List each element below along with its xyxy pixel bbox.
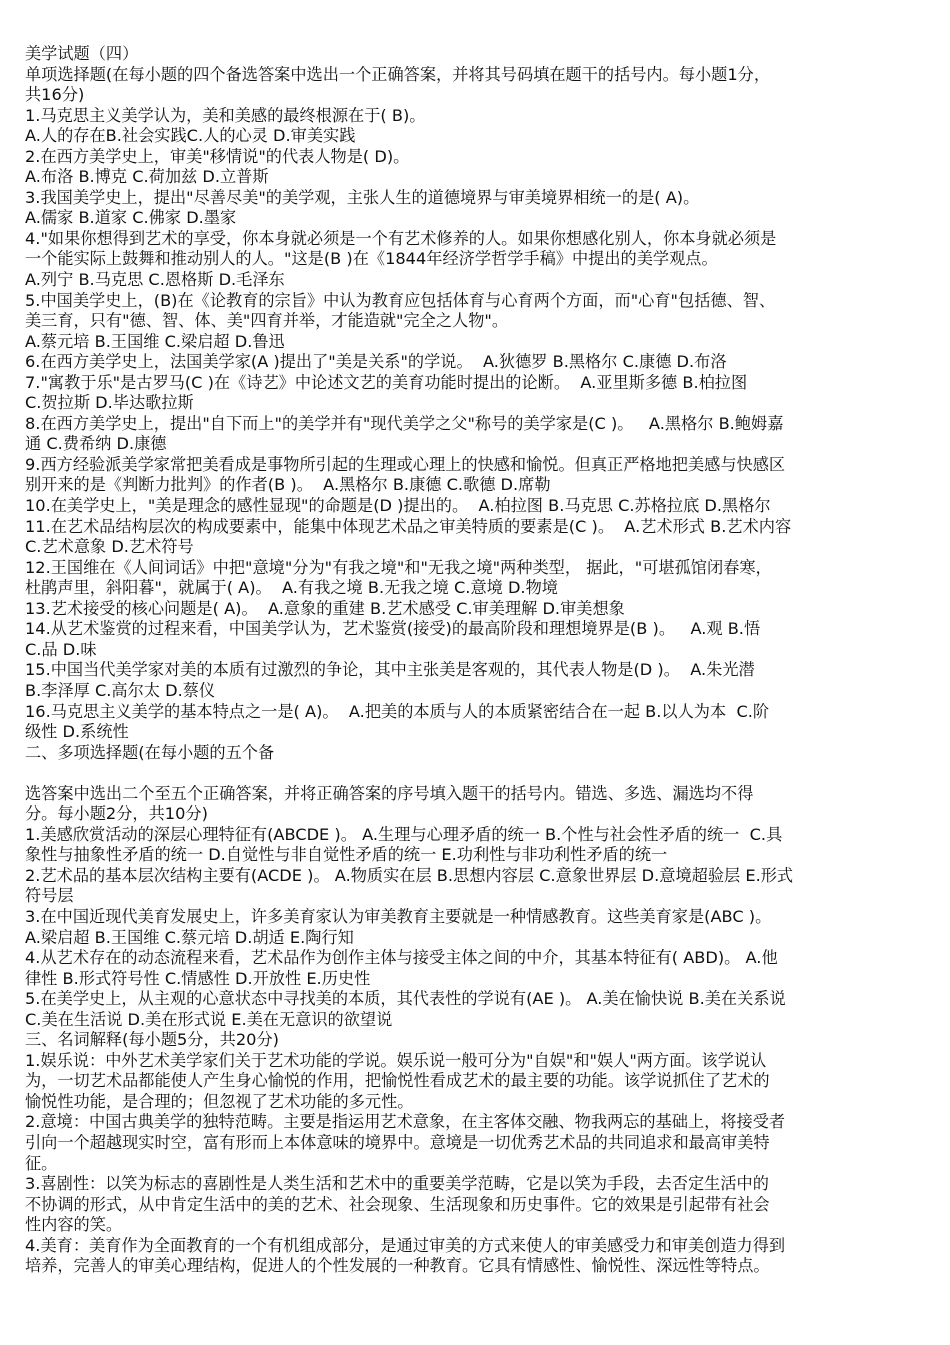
blank-line: [25, 763, 930, 784]
text-line: 杜鹃声里，斜阳暮"，就属于( A)。 A.有我之境 B.无我之境 C.意境 D.物境: [25, 578, 558, 598]
text-line: 10.在美学史上，"美是理念的感性显现"的命题是(D )提出的。 A.柏拉图 B.马克思 C.苏格拉底 D.黑格尔: [25, 496, 771, 516]
text-line: 7."寓教于乐"是古罗马(C )在《诗艺》中论述文艺的美育功能时提出的论断。 A.亚里斯多德 B.柏拉图: [25, 372, 748, 392]
text-line: B.李泽厚 C.高尔太 D.蔡仪: [25, 680, 216, 700]
text-line: 通 C.费希纳 D.康德: [25, 434, 167, 454]
text-line: 象性与抽象性矛盾的统一 D.自觉性与非自觉性矛盾的统一 E.功利性与非功利性矛盾的统一: [25, 845, 668, 865]
document-page: [25, 44, 930, 1277]
text-line: 律性 B.形式符号性 C.情感性 D.开放性 E.历史性: [25, 968, 371, 988]
text-line: C.贺拉斯 D.毕达歌拉斯: [25, 393, 194, 413]
text-line: A.列宁 B.马克思 C.恩格斯 D.毛泽东: [25, 270, 285, 290]
text-line: 为，一切艺术品都能使人产生身心愉悦的作用，把愉悦性看成艺术的最主要的功能。该学说抓住了艺术的: [25, 1071, 770, 1091]
section-3-heading: 三、名词解释(每小题5分，共20分): [25, 1030, 279, 1050]
text-line: C.品 D.味: [25, 639, 97, 659]
section-2-heading-cont: 分。每小题2分，共10分): [25, 804, 208, 824]
text-line: 4.从艺术存在的动态流程来看，艺术品作为创作主体与接受主体之间的中介，其基本特征有( ABD)。 A.他: [25, 948, 778, 968]
text-line: C.艺术意象 D.艺术符号: [25, 537, 194, 557]
text-line: 培养，完善人的审美心理结构，促进人的个性发展的一种教育。它具有情感性、愉悦性、深远性等特点。: [25, 1256, 770, 1276]
section-2-heading: 二、多项选择题(在每小题的五个备: [25, 742, 275, 762]
text-line: 8.在西方美学史上，提出"自下而上"的美学并有"现代美学之父"称号的美学家是(C )。 A.黑格尔 B.鲍姆嘉: [25, 413, 784, 433]
text-line: 引向一个超越现实时空，富有形而上本体意味的境界中。意境是一切优秀艺术品的共同追求和最高审美特: [25, 1132, 770, 1152]
text-line: 2.艺术品的基本层次结构主要有(ACDE )。 A.物质实在层 B.思想内容层 C.意象世界层 D.意境超验层 E.形式: [25, 865, 794, 885]
text-line: 14.从艺术鉴赏的过程来看，中国美学认为，艺术鉴赏(接受)的最高阶段和理想境界是(B )。 A.观 B.悟: [25, 619, 761, 639]
text-line: 1.美感欣赏活动的深层心理特征有(ABCDE )。 A.生理与心理矛盾的统一 B.个性与社会性矛盾的统一 C.具: [25, 824, 783, 844]
text-line: 16.马克思主义美学的基本特点之一是( A)。 A.把美的本质与人的本质紧密结合在一起 B.以人为本 C.阶: [25, 701, 770, 721]
text-line: 4."如果你想得到艺术的享受，你本身就必须是一个有艺术修养的人。如果你想感化别人，你本身就必须是: [25, 228, 777, 248]
document-title: 美学试题（四）: [25, 44, 139, 63]
text-line: 3.喜剧性：以笑为标志的喜剧性是人类生活和艺术中的重要美学范畴，它是以笑为手段，去否定生活中的: [25, 1174, 769, 1194]
text-line: A.梁启超 B.王国维 C.蔡元培 D.胡适 E.陶行知: [25, 927, 354, 947]
text-line: 11.在艺术品结构层次的构成要素中，能集中体现艺术品之审美特质的要素是(C )。 A.艺术形式 B.艺术内容: [25, 516, 792, 536]
text-line: A.蔡元培 B.王国维 C.梁启超 D.鲁迅: [25, 331, 285, 351]
text-line: 5.在美学史上，从主观的心意状态中寻找美的本质，其代表性的学说有(AE )。 A.美在愉快说 B.美在关系说: [25, 989, 786, 1009]
section-1-heading: 单项选择题(在每小题的四个备选答案中选出一个正确答案，并将其号码填在题干的括号内。每小题1分，: [25, 64, 771, 84]
text-line: 6.在西方美学史上，法国美学家(A )提出了"美是关系"的学说。 A.狄德罗 B.黑格尔 C.康德 D.布洛: [25, 352, 727, 372]
text-line: 征。: [25, 1153, 58, 1173]
text-line: A.人的存在B.社会实践C.人的心灵 D.审美实践: [25, 126, 356, 146]
text-line: 1.娱乐说：中外艺术美学家们关于艺术功能的学说。娱乐说一般可分为"自娱"和"娱人"两方面。该学说认: [25, 1050, 767, 1070]
text-line: 别开来的是《判断力批判》的作者(B )。 A.黑格尔 B.康德 C.歌德 D.席勒: [25, 475, 551, 495]
text-line: 13.艺术接受的核心问题是( A)。 A.意象的重建 B.艺术感受 C.审美理解 D.审美想象: [25, 598, 625, 618]
section-1-heading-cont: 共16分): [25, 85, 85, 105]
text-line: 5.中国美学史上，(B)在《论教育的宗旨》中认为教育应包括体育与心育两个方面，而"心育"包括德、智、: [25, 290, 776, 310]
text-line: 性内容的笑。: [25, 1215, 123, 1235]
text-line: 3.在中国近现代美育发展史上，许多美育家认为审美教育主要就是一种情感教育。这些美育家是(ABC )。: [25, 906, 772, 926]
text-line: A.儒家 B.道家 C.佛家 D.墨家: [25, 208, 237, 228]
text-line: 级性 D.系统性: [25, 722, 129, 742]
text-line: 12.王国维在《人间词话》中把"意境"分为"有我之境"和"无我之境"两种类型， 据此，"可堪孤馆闭春寒，: [25, 557, 772, 577]
text-line: 15.中国当代美学家对美的本质有过激烈的争论，其中主张美是客观的，其代表人物是(D )。 A.朱光潜: [25, 660, 755, 680]
text-line: 2.意境：中国古典美学的独特范畴。主要是指运用艺术意象，在主客体交融、物我两忘的基础上，将接受者: [25, 1112, 786, 1132]
text-line: 4.美育：美育作为全面教育的一个有机组成部分，是通过审美的方式来使人的审美感受力和审美创造力得到: [25, 1235, 786, 1255]
text-line: 2.在西方美学史上，审美"移情说"的代表人物是( D)。: [25, 146, 410, 166]
text-line: 美三育，只有"德、智、体、美"四育并举，才能造就"完全之人物"。: [25, 311, 509, 331]
text-line: 1.马克思主义美学认为，美和美感的最终根源在于( B)。: [25, 105, 426, 125]
text-line: A.布洛 B.博克 C.荷加兹 D.立普斯: [25, 167, 269, 187]
text-line: 不协调的形式，从中肯定生活中的美的艺术、社会现象、生活现象和历史事件。它的效果是引起带有社会: [25, 1194, 770, 1214]
text-line: 愉悦性功能，是合理的；但忽视了艺术功能的多元性。: [25, 1091, 414, 1111]
text-line: 3.我国美学史上，提出"尽善尽美"的美学观，主张人生的道德境界与审美境界相统一的是( A)。: [25, 187, 700, 207]
text-line: 符号层: [25, 886, 74, 906]
section-2-heading-cont: 选答案中选出二个至五个正确答案，并将正确答案的序号填入题干的括号内。错选、多选、漏选均不得: [25, 783, 754, 803]
text-line: 一个能实际上鼓舞和推动别人的人。"这是(B )在《1844年经济学哲学手稿》中提出的美学观点。: [25, 249, 718, 269]
text-line: C.美在生活说 D.美在形式说 E.美在无意识的欲望说: [25, 1009, 393, 1029]
text-line: 9.西方经验派美学家常把美看成是事物所引起的生理或心理上的快感和愉悦。但真正严格地把美感与快感区: [25, 454, 786, 474]
